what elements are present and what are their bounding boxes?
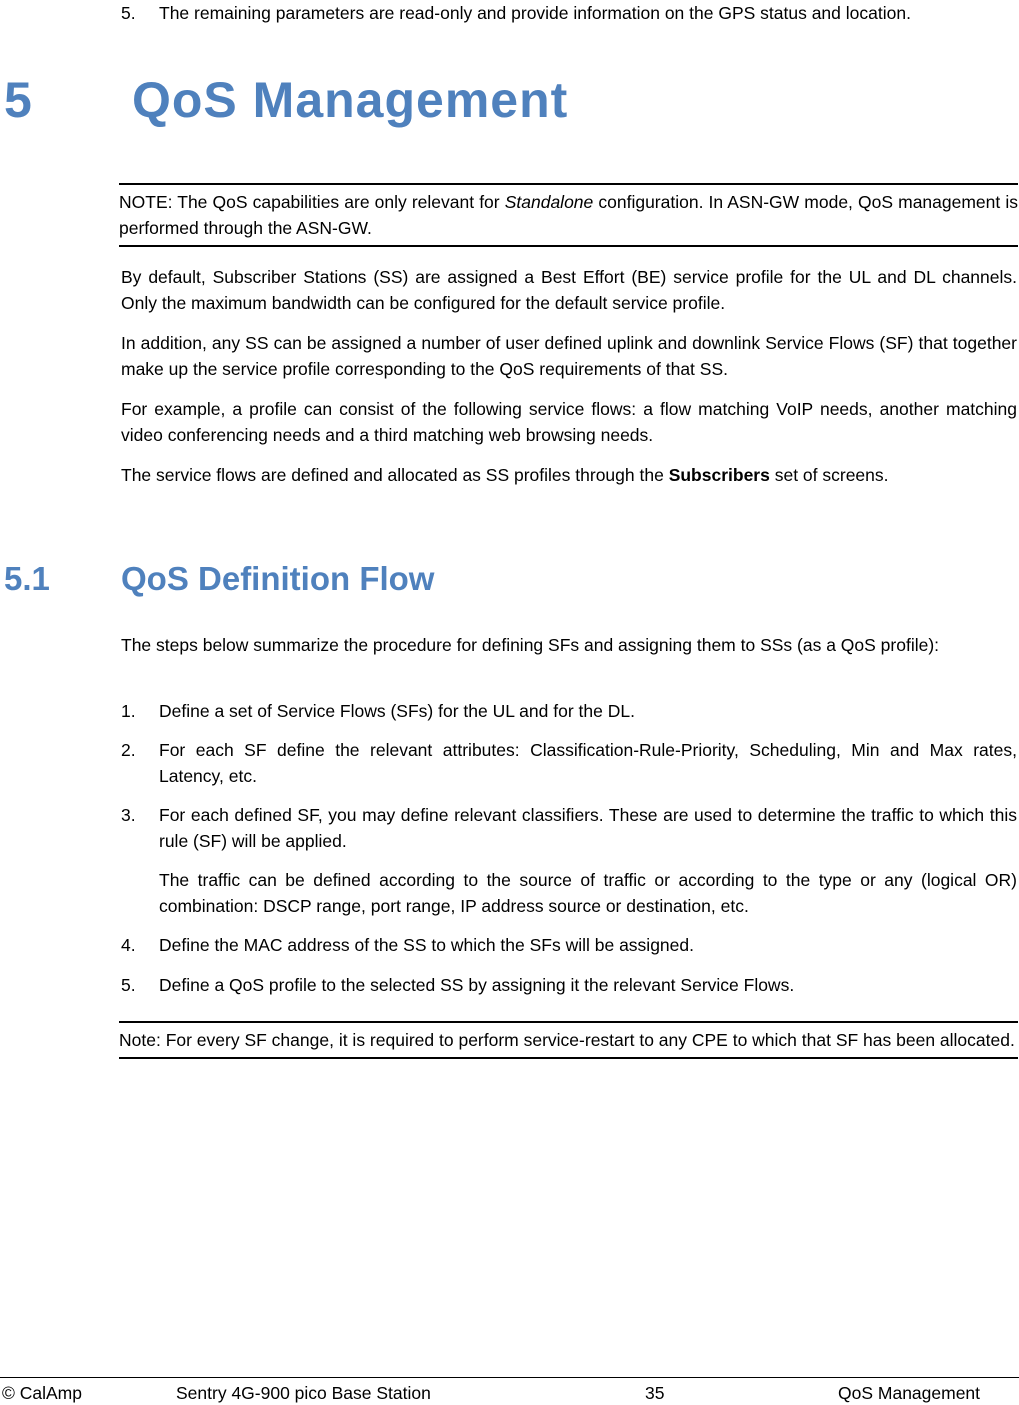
note-text-start: NOTE: The QoS capabilities are only relevant for bbox=[119, 192, 505, 212]
step-number: 5. bbox=[121, 975, 136, 995]
steps-intro: The steps below summarize the procedure for defining SFs and assigning them to SSs (as a QoS profile): bbox=[121, 635, 940, 655]
step-text: The traffic can be defined according to the source of traffic or according to the type or any (logical OR) combination: DSCP range, port range, IP address source or destination, etc. bbox=[159, 870, 1017, 916]
step-text: Define a set of Service Flows (SFs) for the UL and for the DL. bbox=[159, 701, 635, 721]
step-number: 4. bbox=[121, 935, 136, 955]
step-number: 2. bbox=[121, 740, 136, 760]
footer-divider bbox=[0, 1377, 1019, 1378]
paragraph-text-end: set of screens. bbox=[769, 465, 889, 485]
paragraph-default-profile: By default, Subscriber Stations (SS) are assigned a Best Effort (BE) service profile for the UL and DL channels. Only the maximum bandwidth can be configured for the default service profile. bbox=[121, 267, 1017, 313]
step-text: For each defined SF, you may define relevant classifiers. These are used to determine the traffic to which this rule (SF) will be applied. bbox=[159, 805, 1017, 851]
step-text: For each SF define the relevant attributes: Classification-Rule-Priority, Scheduling, Min and Max rates, Latency, etc. bbox=[159, 740, 1017, 786]
paragraph-example: For example, a profile can consist of the following service flows: a flow matching VoIP needs, another matching video conferencing needs and a third matching web browsing needs. bbox=[121, 399, 1017, 445]
note-text-end: configuration. In ASN-GW mode, QoS management is performed through the ASN-GW. bbox=[119, 192, 1018, 238]
list-item-text: The remaining parameters are read-only and provide information on the GPS status and location. bbox=[159, 3, 911, 23]
footer-page-number: 35 bbox=[645, 1383, 665, 1403]
note-box-service-restart: Note: For every SF change, it is required to perform service-restart to any CPE to which that SF has been allocated. bbox=[119, 1021, 1018, 1059]
footer-section: QoS Management bbox=[838, 1383, 981, 1403]
chapter-title: QoS Management bbox=[132, 72, 569, 128]
note-box bbox=[119, 183, 1018, 247]
chapter-number: 5 bbox=[4, 72, 33, 128]
step-number: 3. bbox=[121, 805, 136, 825]
step-text: Define the MAC address of the SS to which the SFs will be assigned. bbox=[159, 935, 694, 955]
footer-copyright: © CalAmp bbox=[2, 1383, 82, 1403]
step-text: Define a QoS profile to the selected SS by assigning it the relevant Service Flows. bbox=[159, 975, 795, 995]
paragraph-service-flows: In addition, any SS can be assigned a number of user defined uplink and downlink Service Flows (SF) that together make up the service profile corresponding to the QoS requirements of that SS. bbox=[121, 333, 1017, 379]
note-emphasis: Standalone bbox=[504, 192, 594, 212]
subscribers-term: Subscribers bbox=[668, 465, 770, 485]
paragraph-text-start: The service flows are defined and allocated as SS profiles through the bbox=[121, 465, 669, 485]
section-title: QoS Definition Flow bbox=[121, 560, 435, 597]
step-number: 1. bbox=[121, 701, 136, 721]
section-number: 5.1 bbox=[4, 560, 50, 597]
paragraph-subscribers bbox=[121, 462, 1017, 488]
list-item-number: 5. bbox=[121, 3, 136, 23]
footer-product: Sentry 4G-900 pico Base Station bbox=[176, 1383, 431, 1403]
